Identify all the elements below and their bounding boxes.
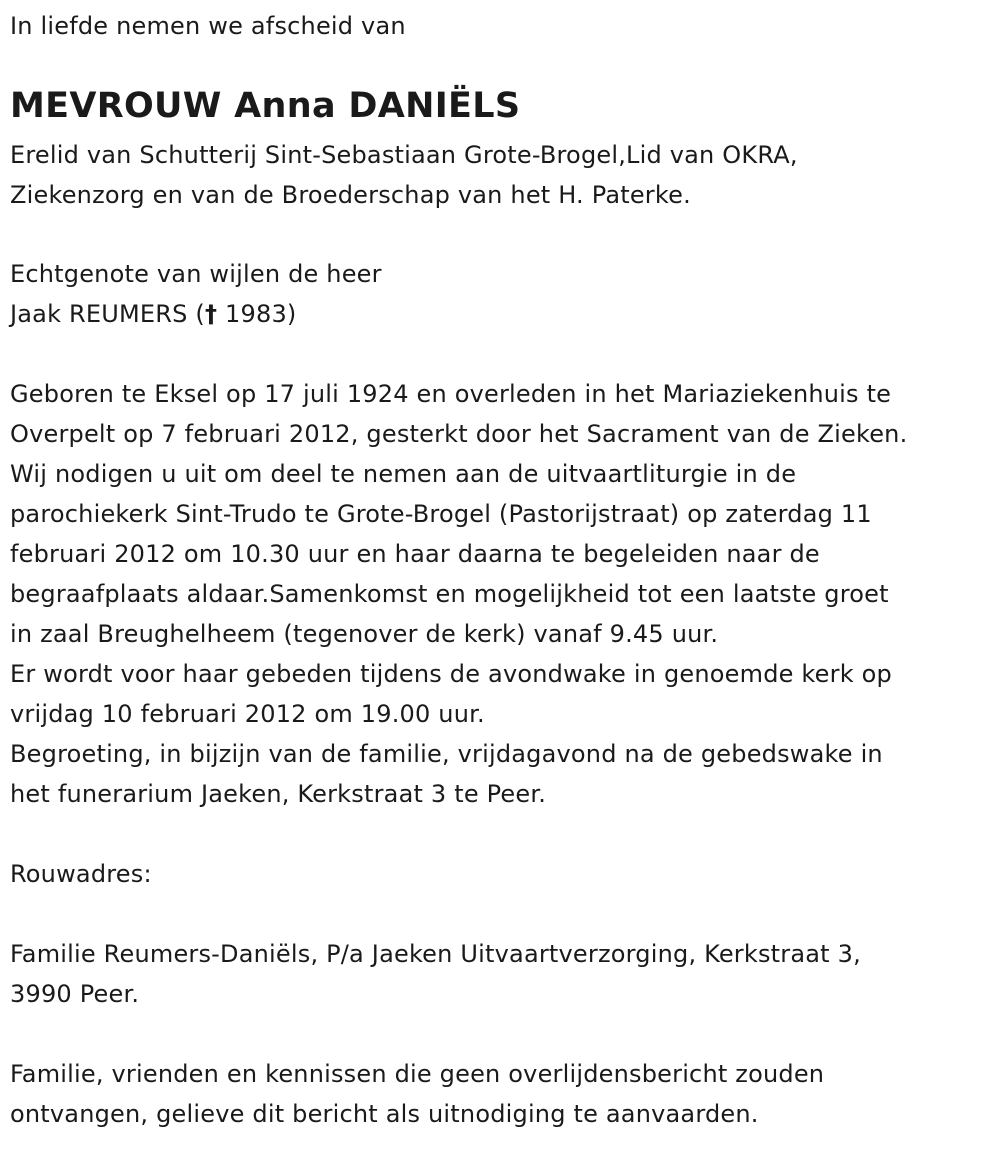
membership-line: Ziekenzorg en van de Broederschap van het H. Paterke. — [10, 181, 691, 209]
body-line: Begroeting, in bijzijn van de familie, vrijdagavond na de gebedswake in — [10, 740, 883, 768]
closing-line: Familie, vrienden en kennissen die geen overlijdensbericht zouden — [10, 1060, 825, 1088]
spouse-name — [10, 294, 296, 334]
address-line: 3990 Peer. — [10, 980, 140, 1008]
spouse-intro: Echtgenote van wijlen de heer — [10, 260, 382, 288]
body-line: in zaal Breughelheem (tegenover de kerk) vanaf 9.45 uur. — [10, 620, 719, 648]
intro-text: In liefde nemen we afscheid van — [10, 12, 406, 40]
body-line: het funerarium Jaeken, Kerkstraat 3 te Peer. — [10, 780, 547, 808]
body-line: Wij nodigen u uit om deel te nemen aan de uitvaartliturgie in de — [10, 460, 797, 488]
address-label: Rouwadres: — [10, 860, 152, 888]
body-line: Overpelt op 7 februari 2012, gesterkt door het Sacrament van de Zieken. — [10, 420, 908, 448]
deceased-name: MEVROUW Anna DANIËLS — [10, 86, 521, 126]
membership-line: Erelid van Schutterij Sint-Sebastiaan Grote-Brogel,Lid van OKRA, — [10, 141, 798, 169]
body-line: begraafplaats aldaar.Samenkomst en mogelijkheid tot een laatste groet — [10, 580, 889, 608]
body-line: februari 2012 om 10.30 uur en haar daarna te begeleiden naar de — [10, 540, 820, 568]
address-line: Familie Reumers-Daniëls, P/a Jaeken Uitvaartverzorging, Kerkstraat 3, — [10, 940, 861, 968]
cross-icon: † — [205, 300, 218, 328]
body-line: Er wordt voor haar gebeden tijdens de avondwake in genoemde kerk op — [10, 660, 892, 688]
spouse-death-year: 1983) — [217, 300, 297, 328]
body-line: parochiekerk Sint-Trudo te Grote-Brogel (Pastorijstraat) op zaterdag 11 — [10, 500, 872, 528]
closing-line: ontvangen, gelieve dit bericht als uitnodiging te aanvaarden. — [10, 1100, 759, 1128]
body-line: vrijdag 10 februari 2012 om 19.00 uur. — [10, 700, 485, 728]
body-line: Geboren te Eksel op 17 juli 1924 en overleden in het Mariaziekenhuis te — [10, 380, 892, 408]
spouse-name-text: Jaak REUMERS ( — [10, 300, 205, 328]
